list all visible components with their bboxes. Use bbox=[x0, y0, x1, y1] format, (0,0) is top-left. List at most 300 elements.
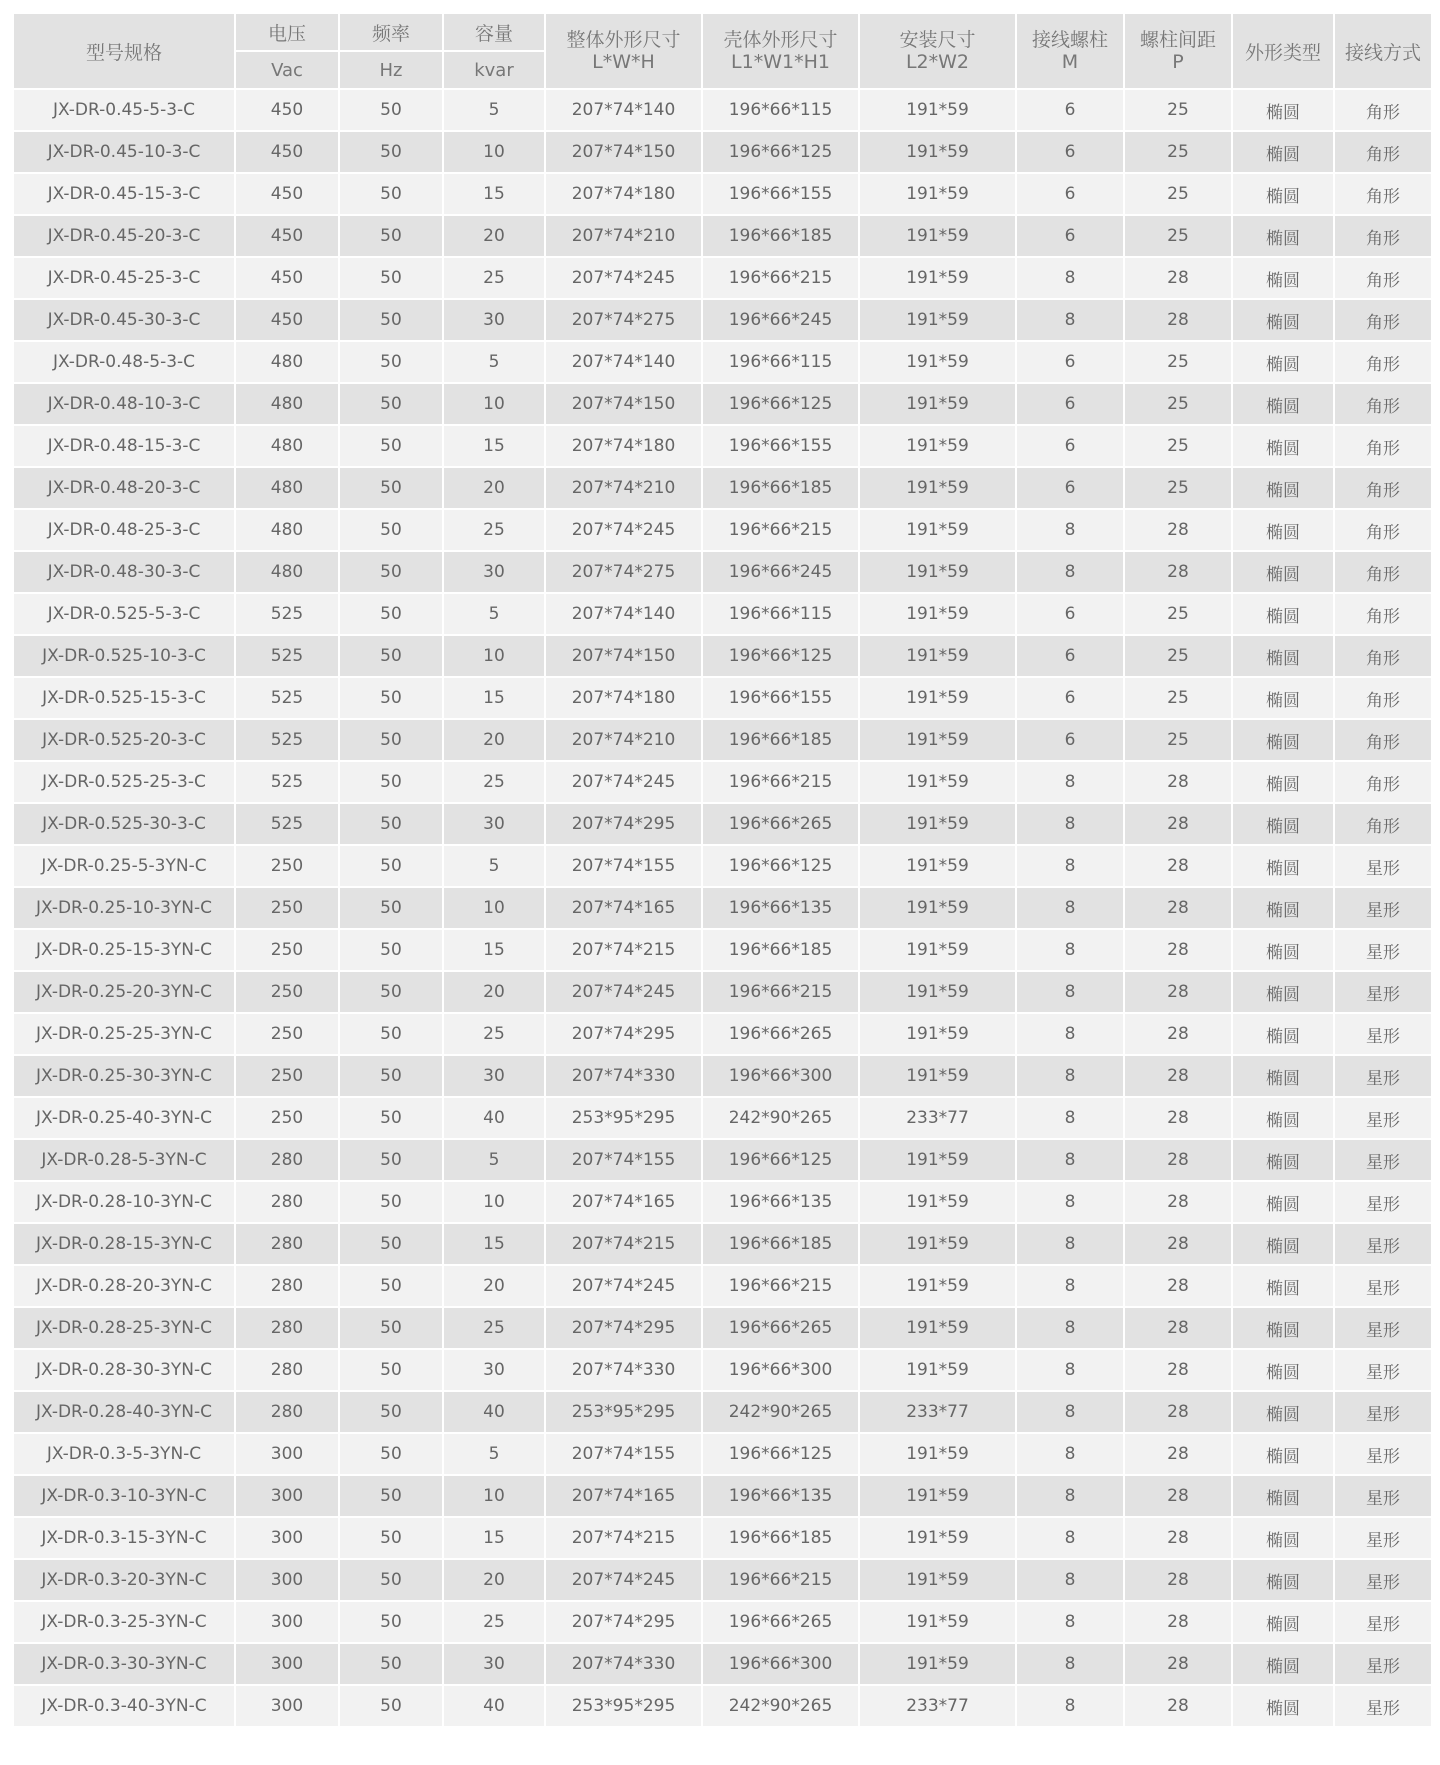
cell-terminal: 8 bbox=[1017, 972, 1123, 1012]
cell-model: JX-DR-0.525-30-3-C bbox=[14, 804, 234, 844]
header-spacing-symbol: P bbox=[1172, 51, 1184, 73]
cell-terminal: 8 bbox=[1017, 1518, 1123, 1558]
cell-wiring: 星形 bbox=[1335, 1686, 1431, 1726]
cell-shape: 椭圆 bbox=[1233, 1140, 1333, 1180]
table-row bbox=[14, 1476, 1431, 1516]
cell-model: JX-DR-0.28-10-3YN-C bbox=[14, 1182, 234, 1222]
cell-overall-size: 207*74*210 bbox=[546, 216, 701, 256]
cell-spacing: 28 bbox=[1125, 510, 1231, 550]
cell-wiring: 角形 bbox=[1335, 300, 1431, 340]
cell-frequency: 50 bbox=[340, 972, 442, 1012]
cell-mount-size: 191*59 bbox=[860, 300, 1015, 340]
cell-spacing: 25 bbox=[1125, 90, 1231, 130]
cell-spacing: 25 bbox=[1125, 342, 1231, 382]
cell-terminal: 6 bbox=[1017, 342, 1123, 382]
cell-capacity: 5 bbox=[444, 846, 544, 886]
cell-frequency: 50 bbox=[340, 678, 442, 718]
cell-shape: 椭圆 bbox=[1233, 552, 1333, 592]
cell-voltage: 480 bbox=[236, 468, 338, 508]
cell-model: JX-DR-0.3-20-3YN-C bbox=[14, 1560, 234, 1600]
cell-capacity: 5 bbox=[444, 342, 544, 382]
cell-wiring: 星形 bbox=[1335, 1308, 1431, 1348]
cell-shape: 椭圆 bbox=[1233, 90, 1333, 130]
cell-spacing: 28 bbox=[1125, 1392, 1231, 1432]
cell-overall-size: 207*74*155 bbox=[546, 1140, 701, 1180]
cell-voltage: 280 bbox=[236, 1140, 338, 1180]
cell-model: JX-DR-0.28-25-3YN-C bbox=[14, 1308, 234, 1348]
cell-mount-size: 191*59 bbox=[860, 678, 1015, 718]
cell-shell-size: 196*66*215 bbox=[703, 972, 858, 1012]
cell-shape: 椭圆 bbox=[1233, 1350, 1333, 1390]
cell-voltage: 280 bbox=[236, 1224, 338, 1264]
cell-wiring: 星形 bbox=[1335, 888, 1431, 928]
cell-overall-size: 207*74*210 bbox=[546, 468, 701, 508]
cell-shell-size: 196*66*265 bbox=[703, 1308, 858, 1348]
cell-wiring: 角形 bbox=[1335, 552, 1431, 592]
cell-frequency: 50 bbox=[340, 1140, 442, 1180]
cell-wiring: 角形 bbox=[1335, 594, 1431, 634]
cell-shell-size: 196*66*185 bbox=[703, 468, 858, 508]
cell-voltage: 300 bbox=[236, 1434, 338, 1474]
cell-model: JX-DR-0.3-25-3YN-C bbox=[14, 1602, 234, 1642]
cell-spacing: 25 bbox=[1125, 594, 1231, 634]
cell-shape: 椭圆 bbox=[1233, 594, 1333, 634]
cell-spacing: 28 bbox=[1125, 1644, 1231, 1684]
cell-spacing: 28 bbox=[1125, 1350, 1231, 1390]
cell-terminal: 6 bbox=[1017, 90, 1123, 130]
cell-model: JX-DR-0.45-15-3-C bbox=[14, 174, 234, 214]
cell-model: JX-DR-0.525-5-3-C bbox=[14, 594, 234, 634]
cell-model: JX-DR-0.48-25-3-C bbox=[14, 510, 234, 550]
cell-spacing: 28 bbox=[1125, 1182, 1231, 1222]
cell-frequency: 50 bbox=[340, 1182, 442, 1222]
cell-overall-size: 207*74*330 bbox=[546, 1056, 701, 1096]
cell-overall-size: 207*74*165 bbox=[546, 1476, 701, 1516]
cell-model: JX-DR-0.45-10-3-C bbox=[14, 132, 234, 172]
cell-mount-size: 191*59 bbox=[860, 510, 1015, 550]
cell-frequency: 50 bbox=[340, 426, 442, 466]
cell-spacing: 28 bbox=[1125, 258, 1231, 298]
cell-terminal: 8 bbox=[1017, 1266, 1123, 1306]
cell-frequency: 50 bbox=[340, 594, 442, 634]
cell-shell-size: 196*66*215 bbox=[703, 258, 858, 298]
cell-mount-size: 191*59 bbox=[860, 90, 1015, 130]
cell-frequency: 50 bbox=[340, 552, 442, 592]
cell-shape: 椭圆 bbox=[1233, 1224, 1333, 1264]
cell-frequency: 50 bbox=[340, 300, 442, 340]
cell-shape: 椭圆 bbox=[1233, 846, 1333, 886]
cell-overall-size: 207*74*295 bbox=[546, 1014, 701, 1054]
cell-voltage: 280 bbox=[236, 1266, 338, 1306]
cell-capacity: 20 bbox=[444, 972, 544, 1012]
cell-wiring: 角形 bbox=[1335, 636, 1431, 676]
cell-terminal: 6 bbox=[1017, 384, 1123, 424]
cell-mount-size: 191*59 bbox=[860, 552, 1015, 592]
cell-spacing: 25 bbox=[1125, 468, 1231, 508]
cell-shape: 椭圆 bbox=[1233, 1056, 1333, 1096]
cell-shape: 椭圆 bbox=[1233, 258, 1333, 298]
cell-overall-size: 207*74*215 bbox=[546, 930, 701, 970]
table-row bbox=[14, 1686, 1431, 1726]
cell-wiring: 星形 bbox=[1335, 1224, 1431, 1264]
cell-frequency: 50 bbox=[340, 1392, 442, 1432]
table-row bbox=[14, 426, 1431, 466]
table-body bbox=[14, 90, 1431, 1726]
cell-frequency: 50 bbox=[340, 636, 442, 676]
cell-capacity: 30 bbox=[444, 300, 544, 340]
cell-voltage: 450 bbox=[236, 216, 338, 256]
cell-frequency: 50 bbox=[340, 804, 442, 844]
header-shell-size-title: 壳体外形尺寸 bbox=[723, 29, 838, 51]
table-row bbox=[14, 594, 1431, 634]
cell-wiring: 角形 bbox=[1335, 426, 1431, 466]
cell-model: JX-DR-0.48-20-3-C bbox=[14, 468, 234, 508]
cell-spacing: 28 bbox=[1125, 1266, 1231, 1306]
cell-shape: 椭圆 bbox=[1233, 426, 1333, 466]
table-row bbox=[14, 258, 1431, 298]
cell-model: JX-DR-0.3-30-3YN-C bbox=[14, 1644, 234, 1684]
header-overall-size-title: 整体外形尺寸 bbox=[566, 29, 681, 51]
cell-terminal: 8 bbox=[1017, 1350, 1123, 1390]
cell-mount-size: 191*59 bbox=[860, 720, 1015, 760]
cell-wiring: 角形 bbox=[1335, 132, 1431, 172]
cell-shape: 椭圆 bbox=[1233, 468, 1333, 508]
cell-spacing: 28 bbox=[1125, 1140, 1231, 1180]
cell-spacing: 28 bbox=[1125, 846, 1231, 886]
header-mount-size bbox=[860, 14, 1015, 88]
cell-wiring: 星形 bbox=[1335, 1518, 1431, 1558]
cell-voltage: 280 bbox=[236, 1182, 338, 1222]
cell-mount-size: 191*59 bbox=[860, 174, 1015, 214]
cell-frequency: 50 bbox=[340, 1014, 442, 1054]
cell-shell-size: 196*66*265 bbox=[703, 804, 858, 844]
header-wiring: 接线方式 bbox=[1335, 14, 1431, 88]
header-voltage-unit: Vac bbox=[236, 52, 338, 88]
cell-wiring: 星形 bbox=[1335, 972, 1431, 1012]
cell-frequency: 50 bbox=[340, 720, 442, 760]
header-shape: 外形类型 bbox=[1233, 14, 1333, 88]
cell-voltage: 450 bbox=[236, 300, 338, 340]
cell-spacing: 28 bbox=[1125, 552, 1231, 592]
cell-overall-size: 207*74*275 bbox=[546, 552, 701, 592]
table-row bbox=[14, 552, 1431, 592]
cell-spacing: 28 bbox=[1125, 1476, 1231, 1516]
cell-voltage: 300 bbox=[236, 1602, 338, 1642]
cell-voltage: 250 bbox=[236, 972, 338, 1012]
cell-capacity: 15 bbox=[444, 1518, 544, 1558]
table-row bbox=[14, 930, 1431, 970]
cell-spacing: 28 bbox=[1125, 1308, 1231, 1348]
cell-model: JX-DR-0.48-30-3-C bbox=[14, 552, 234, 592]
header-terminal-title: 接线螺柱 bbox=[1031, 29, 1108, 51]
header-frequency: 频率 bbox=[340, 14, 442, 50]
cell-shell-size: 196*66*215 bbox=[703, 510, 858, 550]
cell-terminal: 6 bbox=[1017, 132, 1123, 172]
cell-voltage: 250 bbox=[236, 846, 338, 886]
cell-shell-size: 196*66*185 bbox=[703, 720, 858, 760]
cell-mount-size: 191*59 bbox=[860, 258, 1015, 298]
cell-shape: 椭圆 bbox=[1233, 300, 1333, 340]
cell-spacing: 28 bbox=[1125, 762, 1231, 802]
table-row bbox=[14, 300, 1431, 340]
cell-mount-size: 233*77 bbox=[860, 1392, 1015, 1432]
cell-wiring: 星形 bbox=[1335, 1098, 1431, 1138]
cell-wiring: 星形 bbox=[1335, 1350, 1431, 1390]
cell-voltage: 480 bbox=[236, 384, 338, 424]
cell-shape: 椭圆 bbox=[1233, 132, 1333, 172]
cell-terminal: 8 bbox=[1017, 1560, 1123, 1600]
cell-capacity: 10 bbox=[444, 132, 544, 172]
cell-capacity: 20 bbox=[444, 468, 544, 508]
table-row bbox=[14, 1140, 1431, 1180]
cell-mount-size: 191*59 bbox=[860, 426, 1015, 466]
cell-mount-size: 191*59 bbox=[860, 1434, 1015, 1474]
cell-spacing: 25 bbox=[1125, 426, 1231, 466]
cell-shell-size: 196*66*155 bbox=[703, 678, 858, 718]
cell-capacity: 30 bbox=[444, 1644, 544, 1684]
cell-model: JX-DR-0.25-25-3YN-C bbox=[14, 1014, 234, 1054]
cell-overall-size: 207*74*245 bbox=[546, 510, 701, 550]
cell-overall-size: 253*95*295 bbox=[546, 1392, 701, 1432]
cell-spacing: 25 bbox=[1125, 132, 1231, 172]
cell-shape: 椭圆 bbox=[1233, 804, 1333, 844]
cell-voltage: 300 bbox=[236, 1560, 338, 1600]
cell-overall-size: 207*74*295 bbox=[546, 1308, 701, 1348]
cell-terminal: 6 bbox=[1017, 636, 1123, 676]
cell-capacity: 10 bbox=[444, 636, 544, 676]
cell-voltage: 300 bbox=[236, 1476, 338, 1516]
cell-wiring: 角形 bbox=[1335, 174, 1431, 214]
cell-frequency: 50 bbox=[340, 216, 442, 256]
cell-shape: 椭圆 bbox=[1233, 930, 1333, 970]
cell-shell-size: 196*66*185 bbox=[703, 1518, 858, 1558]
cell-voltage: 250 bbox=[236, 888, 338, 928]
cell-overall-size: 207*74*330 bbox=[546, 1644, 701, 1684]
cell-overall-size: 207*74*215 bbox=[546, 1224, 701, 1264]
table-row bbox=[14, 1434, 1431, 1474]
cell-mount-size: 191*59 bbox=[860, 846, 1015, 886]
cell-shape: 椭圆 bbox=[1233, 1644, 1333, 1684]
cell-overall-size: 207*74*180 bbox=[546, 426, 701, 466]
cell-terminal: 6 bbox=[1017, 216, 1123, 256]
cell-spacing: 25 bbox=[1125, 720, 1231, 760]
cell-mount-size: 191*59 bbox=[860, 1182, 1015, 1222]
cell-shape: 椭圆 bbox=[1233, 1182, 1333, 1222]
table-row bbox=[14, 216, 1431, 256]
cell-capacity: 15 bbox=[444, 174, 544, 214]
cell-shape: 椭圆 bbox=[1233, 174, 1333, 214]
cell-model: JX-DR-0.28-40-3YN-C bbox=[14, 1392, 234, 1432]
cell-terminal: 8 bbox=[1017, 510, 1123, 550]
cell-capacity: 20 bbox=[444, 216, 544, 256]
cell-overall-size: 207*74*245 bbox=[546, 1266, 701, 1306]
cell-mount-size: 191*59 bbox=[860, 1518, 1015, 1558]
cell-voltage: 480 bbox=[236, 510, 338, 550]
cell-terminal: 8 bbox=[1017, 552, 1123, 592]
cell-terminal: 8 bbox=[1017, 846, 1123, 886]
cell-overall-size: 207*74*140 bbox=[546, 342, 701, 382]
cell-frequency: 50 bbox=[340, 468, 442, 508]
cell-wiring: 角形 bbox=[1335, 90, 1431, 130]
cell-capacity: 10 bbox=[444, 1182, 544, 1222]
cell-model: JX-DR-0.28-30-3YN-C bbox=[14, 1350, 234, 1390]
cell-model: JX-DR-0.525-15-3-C bbox=[14, 678, 234, 718]
table-row bbox=[14, 1056, 1431, 1096]
cell-model: JX-DR-0.525-20-3-C bbox=[14, 720, 234, 760]
cell-terminal: 6 bbox=[1017, 720, 1123, 760]
table-row bbox=[14, 636, 1431, 676]
cell-voltage: 300 bbox=[236, 1518, 338, 1558]
cell-shape: 椭圆 bbox=[1233, 636, 1333, 676]
header-capacity: 容量 bbox=[444, 14, 544, 50]
cell-shell-size: 242*90*265 bbox=[703, 1686, 858, 1726]
cell-shell-size: 196*66*265 bbox=[703, 1014, 858, 1054]
table-row bbox=[14, 1182, 1431, 1222]
cell-model: JX-DR-0.25-20-3YN-C bbox=[14, 972, 234, 1012]
cell-terminal: 8 bbox=[1017, 930, 1123, 970]
table-row bbox=[14, 1224, 1431, 1264]
cell-model: JX-DR-0.25-30-3YN-C bbox=[14, 1056, 234, 1096]
cell-model: JX-DR-0.45-20-3-C bbox=[14, 216, 234, 256]
cell-overall-size: 207*74*210 bbox=[546, 720, 701, 760]
cell-mount-size: 233*77 bbox=[860, 1686, 1015, 1726]
cell-mount-size: 191*59 bbox=[860, 468, 1015, 508]
cell-shape: 椭圆 bbox=[1233, 384, 1333, 424]
cell-overall-size: 207*74*295 bbox=[546, 804, 701, 844]
table-row bbox=[14, 1392, 1431, 1432]
cell-voltage: 250 bbox=[236, 930, 338, 970]
cell-mount-size: 191*59 bbox=[860, 804, 1015, 844]
cell-mount-size: 191*59 bbox=[860, 132, 1015, 172]
cell-model: JX-DR-0.48-5-3-C bbox=[14, 342, 234, 382]
cell-shape: 椭圆 bbox=[1233, 1476, 1333, 1516]
cell-wiring: 角形 bbox=[1335, 678, 1431, 718]
cell-model: JX-DR-0.25-40-3YN-C bbox=[14, 1098, 234, 1138]
cell-capacity: 30 bbox=[444, 804, 544, 844]
cell-wiring: 星形 bbox=[1335, 1644, 1431, 1684]
cell-mount-size: 191*59 bbox=[860, 1644, 1015, 1684]
cell-capacity: 20 bbox=[444, 1266, 544, 1306]
cell-capacity: 40 bbox=[444, 1392, 544, 1432]
cell-wiring: 角形 bbox=[1335, 342, 1431, 382]
header-terminal bbox=[1017, 14, 1123, 88]
cell-spacing: 25 bbox=[1125, 384, 1231, 424]
cell-wiring: 角形 bbox=[1335, 468, 1431, 508]
cell-capacity: 20 bbox=[444, 720, 544, 760]
cell-overall-size: 207*74*275 bbox=[546, 300, 701, 340]
cell-overall-size: 207*74*150 bbox=[546, 384, 701, 424]
cell-capacity: 5 bbox=[444, 594, 544, 634]
cell-shape: 椭圆 bbox=[1233, 1602, 1333, 1642]
cell-shell-size: 196*66*185 bbox=[703, 930, 858, 970]
cell-shape: 椭圆 bbox=[1233, 1518, 1333, 1558]
cell-spacing: 28 bbox=[1125, 1014, 1231, 1054]
cell-overall-size: 253*95*295 bbox=[546, 1098, 701, 1138]
cell-shape: 椭圆 bbox=[1233, 1098, 1333, 1138]
table-row bbox=[14, 1602, 1431, 1642]
cell-shell-size: 196*66*300 bbox=[703, 1056, 858, 1096]
cell-terminal: 8 bbox=[1017, 1644, 1123, 1684]
cell-voltage: 450 bbox=[236, 90, 338, 130]
cell-overall-size: 207*74*180 bbox=[546, 174, 701, 214]
table-row bbox=[14, 1014, 1431, 1054]
cell-mount-size: 191*59 bbox=[860, 888, 1015, 928]
cell-shell-size: 196*66*115 bbox=[703, 90, 858, 130]
cell-frequency: 50 bbox=[340, 258, 442, 298]
cell-voltage: 525 bbox=[236, 762, 338, 802]
cell-capacity: 10 bbox=[444, 888, 544, 928]
cell-overall-size: 207*74*150 bbox=[546, 636, 701, 676]
header-spacing bbox=[1125, 14, 1231, 88]
table-row bbox=[14, 1560, 1431, 1600]
cell-frequency: 50 bbox=[340, 1224, 442, 1264]
cell-shell-size: 196*66*245 bbox=[703, 552, 858, 592]
cell-shell-size: 196*66*125 bbox=[703, 384, 858, 424]
cell-wiring: 星形 bbox=[1335, 1476, 1431, 1516]
cell-spacing: 28 bbox=[1125, 1224, 1231, 1264]
cell-shell-size: 196*66*300 bbox=[703, 1644, 858, 1684]
cell-model: JX-DR-0.28-5-3YN-C bbox=[14, 1140, 234, 1180]
cell-wiring: 星形 bbox=[1335, 1056, 1431, 1096]
cell-wiring: 星形 bbox=[1335, 846, 1431, 886]
cell-voltage: 280 bbox=[236, 1308, 338, 1348]
cell-spacing: 25 bbox=[1125, 636, 1231, 676]
cell-shell-size: 196*66*125 bbox=[703, 1434, 858, 1474]
cell-voltage: 450 bbox=[236, 132, 338, 172]
cell-wiring: 星形 bbox=[1335, 930, 1431, 970]
cell-frequency: 50 bbox=[340, 384, 442, 424]
table-row bbox=[14, 1644, 1431, 1684]
cell-frequency: 50 bbox=[340, 174, 442, 214]
cell-overall-size: 207*74*330 bbox=[546, 1350, 701, 1390]
cell-shell-size: 196*66*155 bbox=[703, 426, 858, 466]
cell-shell-size: 196*66*245 bbox=[703, 300, 858, 340]
cell-terminal: 8 bbox=[1017, 1098, 1123, 1138]
cell-wiring: 星形 bbox=[1335, 1434, 1431, 1474]
cell-mount-size: 191*59 bbox=[860, 1308, 1015, 1348]
cell-frequency: 50 bbox=[340, 1308, 442, 1348]
cell-capacity: 30 bbox=[444, 1056, 544, 1096]
cell-spacing: 28 bbox=[1125, 300, 1231, 340]
cell-capacity: 25 bbox=[444, 1308, 544, 1348]
cell-overall-size: 207*74*245 bbox=[546, 972, 701, 1012]
cell-terminal: 8 bbox=[1017, 1686, 1123, 1726]
cell-mount-size: 191*59 bbox=[860, 1560, 1015, 1600]
header-shell-size-formula: L1*W1*H1 bbox=[731, 51, 830, 73]
cell-model: JX-DR-0.525-10-3-C bbox=[14, 636, 234, 676]
cell-shell-size: 196*66*135 bbox=[703, 1182, 858, 1222]
cell-voltage: 525 bbox=[236, 720, 338, 760]
cell-shell-size: 196*66*135 bbox=[703, 1476, 858, 1516]
cell-capacity: 25 bbox=[444, 258, 544, 298]
cell-capacity: 5 bbox=[444, 1434, 544, 1474]
cell-shape: 椭圆 bbox=[1233, 972, 1333, 1012]
cell-shape: 椭圆 bbox=[1233, 510, 1333, 550]
cell-model: JX-DR-0.3-5-3YN-C bbox=[14, 1434, 234, 1474]
cell-voltage: 525 bbox=[236, 594, 338, 634]
cell-model: JX-DR-0.3-40-3YN-C bbox=[14, 1686, 234, 1726]
cell-mount-size: 191*59 bbox=[860, 1140, 1015, 1180]
cell-shape: 椭圆 bbox=[1233, 678, 1333, 718]
cell-voltage: 250 bbox=[236, 1014, 338, 1054]
cell-mount-size: 191*59 bbox=[860, 636, 1015, 676]
header-shell-size bbox=[703, 14, 858, 88]
cell-shell-size: 196*66*125 bbox=[703, 1140, 858, 1180]
cell-model: JX-DR-0.3-15-3YN-C bbox=[14, 1518, 234, 1558]
cell-spacing: 28 bbox=[1125, 888, 1231, 928]
header-overall-size-formula: L*W*H bbox=[592, 51, 655, 73]
cell-mount-size: 191*59 bbox=[860, 1266, 1015, 1306]
